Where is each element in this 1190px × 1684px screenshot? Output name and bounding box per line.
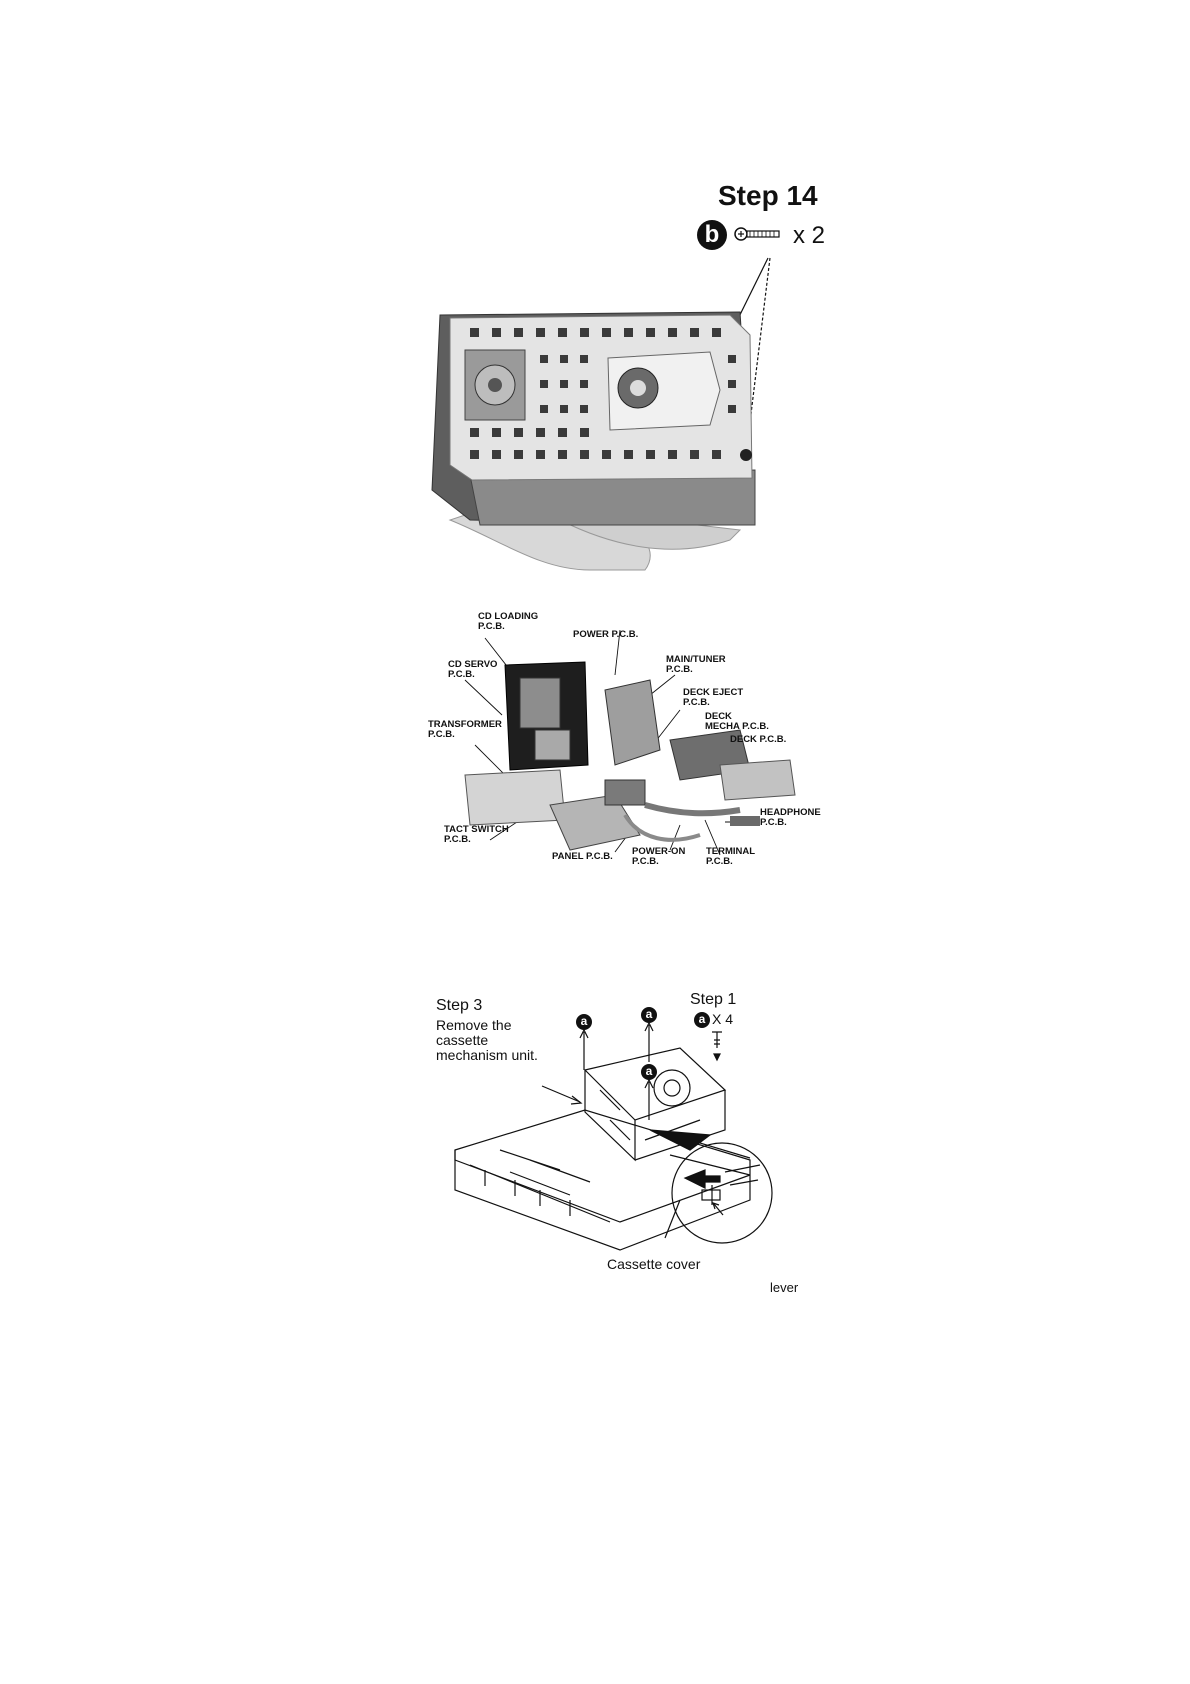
screw-marker-a-3: a xyxy=(641,1064,657,1080)
step-1-title: Step 1 xyxy=(690,991,737,1008)
cassette-mechanism-drawing xyxy=(440,1000,840,1320)
screw-count: x 2 xyxy=(793,222,826,249)
label-main-tuner-pcb: MAIN/TUNER P.C.B. xyxy=(666,654,726,675)
label-cassette-cover: Cassette cover xyxy=(607,1256,701,1272)
label-cd-servo-pcb: CD SERVO P.C.B. xyxy=(448,659,498,680)
label-power-on-pcb: POWER-ON P.C.B. xyxy=(632,846,686,867)
label-power-pcb: POWER P.C.B. xyxy=(573,629,639,640)
step-3-instruction: Remove the cassette mechanism unit. xyxy=(436,1017,538,1063)
label-deck-mecha-pcb: DECK MECHA P.C.B. xyxy=(705,711,769,732)
label-panel-pcb: PANEL P.C.B. xyxy=(552,851,613,862)
label-headphone-pcb: HEADPHONE P.C.B. xyxy=(760,807,821,828)
screw-marker-a-1: a xyxy=(576,1014,592,1030)
label-deck-eject-pcb: DECK EJECT P.C.B. xyxy=(683,687,744,708)
screw-count-a: X 4 xyxy=(712,1011,734,1027)
cd-mechanism-photo xyxy=(410,240,830,570)
label-tact-switch-pcb: TACT SWITCH P.C.B. xyxy=(444,824,509,845)
step-3-title: Step 3 xyxy=(436,997,483,1014)
screw-badge-b: b xyxy=(697,220,727,250)
label-cd-loading-pcb: CD LOADING P.C.B. xyxy=(478,611,539,632)
screw-marker-a-2: a xyxy=(641,1007,657,1023)
label-lever: lever xyxy=(770,1280,799,1295)
step-14-title: Step 14 xyxy=(718,180,818,211)
label-terminal-pcb: TERMINAL P.C.B. xyxy=(706,846,756,867)
screw-badge-a: a xyxy=(694,1012,710,1028)
label-transformer-pcb: TRANSFORMER P.C.B. xyxy=(428,719,502,740)
label-deck-pcb: DECK P.C.B. xyxy=(730,734,787,745)
